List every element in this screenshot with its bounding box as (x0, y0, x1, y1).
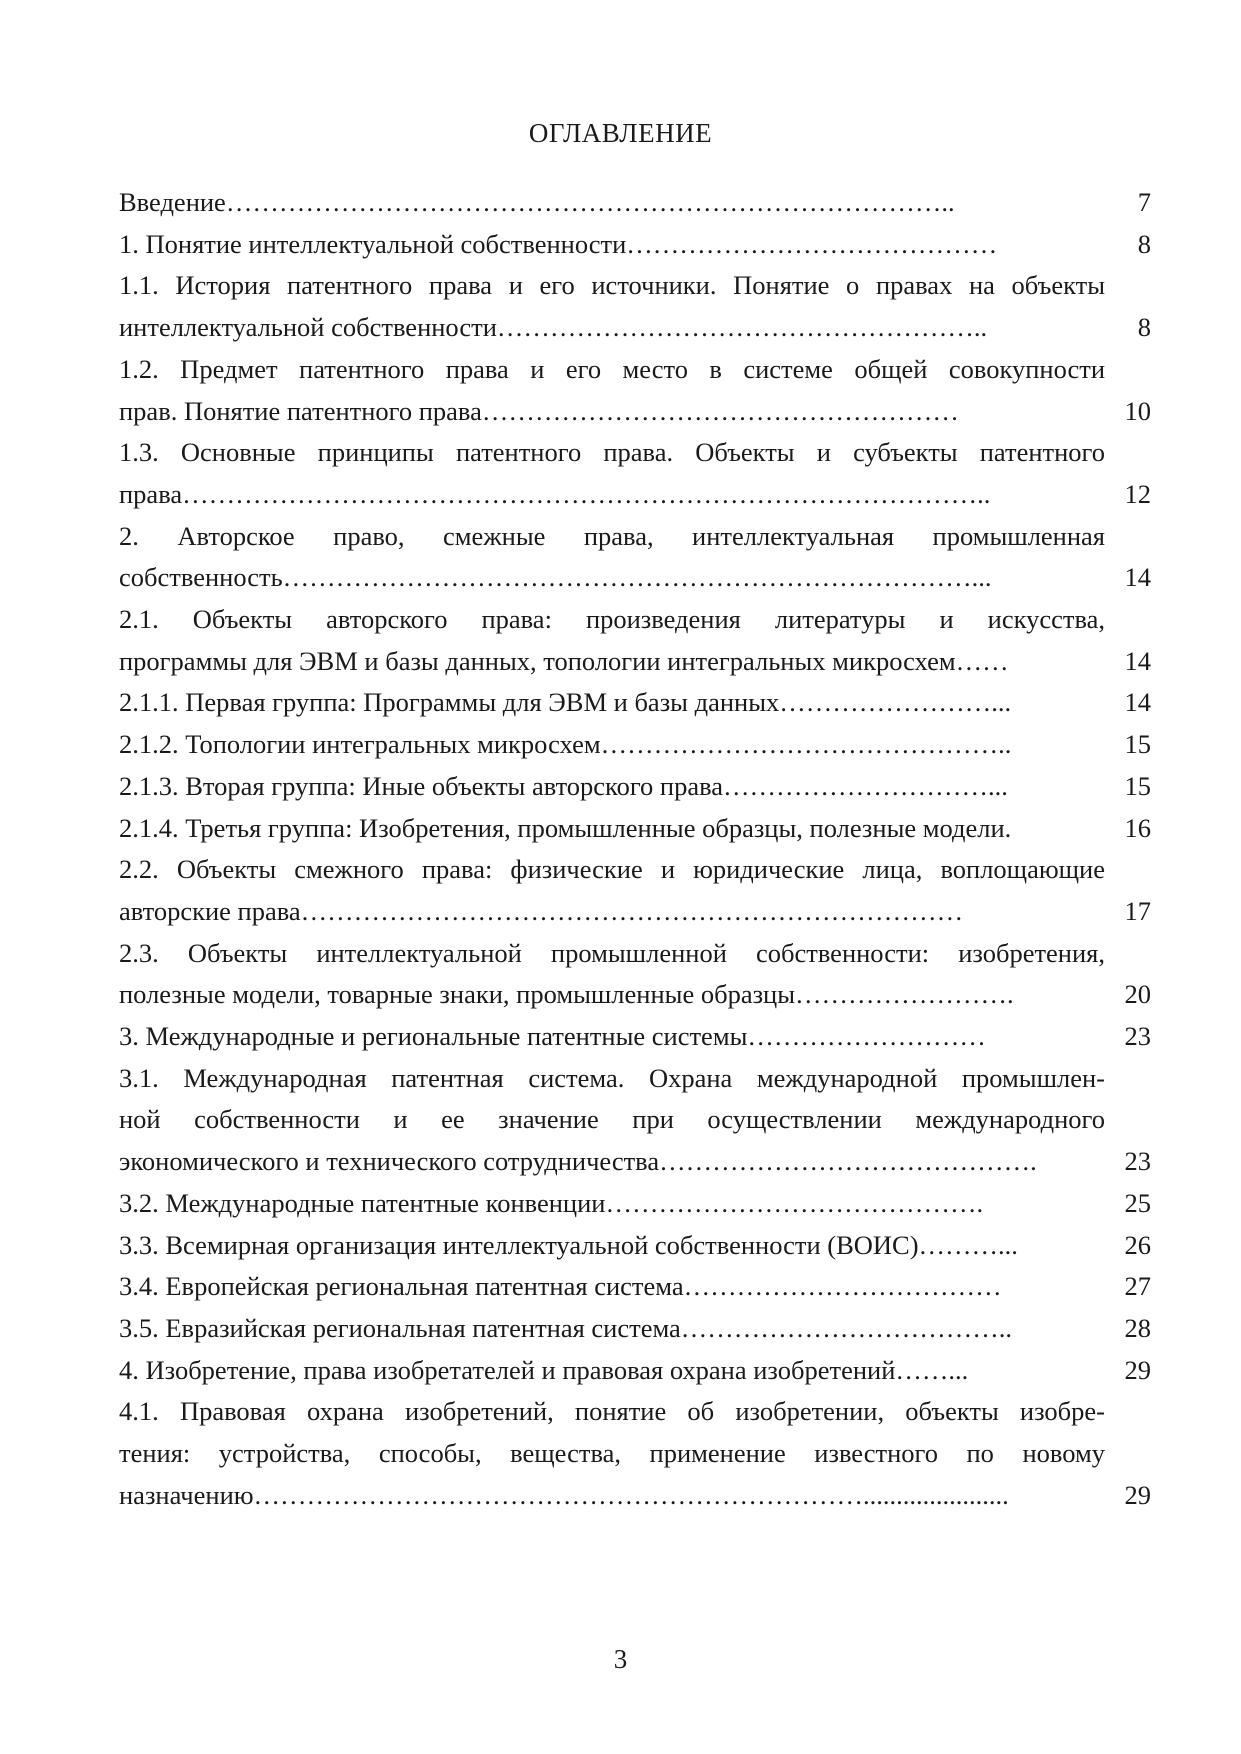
toc-entry-page: 15 (1124, 770, 1151, 801)
toc-entry-page: 26 (1124, 1229, 1151, 1260)
toc-entry-title (119, 1350, 1105, 1392)
toc-entry-line: 3.2. Международные патентные конвенции……………………………………. (119, 1187, 984, 1218)
toc-entry (119, 1225, 1151, 1267)
toc-entry-page: 14 (1124, 562, 1151, 593)
toc-entry-title (119, 933, 1105, 1016)
toc-entry-line: 3.4. Европейская региональная патентная система……………………………… (119, 1271, 1002, 1302)
toc-entry-page: 23 (1124, 1146, 1151, 1177)
toc-entry-line: 2.3. Объекты интеллектуальной промышленной собственности: изобретения, (119, 937, 1105, 968)
toc-entry-page: 12 (1124, 478, 1151, 509)
toc-entry-title (119, 349, 1105, 432)
toc-entry (119, 724, 1151, 766)
toc-entry (119, 849, 1151, 932)
toc-entry-title (119, 1225, 1105, 1267)
toc-entry (119, 516, 1151, 599)
toc-entry (119, 599, 1151, 682)
toc-entry (119, 808, 1151, 850)
toc-entry-line: прав. Понятие патентного права……………………………………………… (119, 395, 959, 426)
toc-entry-line: авторские права………………………………………………………………… (119, 895, 964, 926)
toc-entry-page: 15 (1124, 729, 1151, 760)
toc-entry-line: 2.1.4. Третья группа: Изобретения, промышленные образцы, полезные модели. (119, 812, 1012, 843)
toc-entry-line: 1.3. Основные принципы патентного права. Объекты и субъекты патентного (119, 437, 1105, 468)
toc-entry-page: 8 (1137, 312, 1151, 343)
toc-entry-title (119, 1058, 1105, 1183)
toc-entry-line: 1.2. Предмет патентного права и его место в системе общей совокупности (119, 353, 1105, 384)
toc-heading: ОГЛАВЛЕНИЕ (528, 118, 713, 148)
toc-entry-line: 4.1. Правовая охрана изобретений, понятие об изобретении, объекты изобре- (119, 1396, 1105, 1427)
toc-entry-line: 2. Авторское право, смежные права, интеллектуальная промышленная (119, 520, 1105, 551)
toc-entry-line: 2.1.2. Топологии интегральных микросхем……………………………………….. (119, 729, 1012, 760)
toc-entry-line: 2.2. Объекты смежного права: физические и юридические лица, воплощающие (119, 854, 1105, 885)
toc-entry-title (119, 808, 1105, 850)
toc-entry (119, 682, 1151, 724)
toc-entry-page: 27 (1124, 1271, 1151, 1302)
toc-entry-title (119, 1266, 1105, 1308)
toc-entry-line: 2.1. Объекты авторского права: произведения литературы и искусства, (119, 604, 1105, 635)
toc-entry-title (119, 265, 1105, 348)
toc-entry-title (119, 224, 1105, 266)
toc-entry-line: 3.5. Евразийская региональная патентная система……………………………….. (119, 1312, 1013, 1343)
toc-entry-line: права……………………………………………………………………………….. (119, 478, 991, 509)
toc-entry (119, 1350, 1151, 1392)
toc-entry-line: 4. Изобретение, права изобретателей и правовая охрана изобретений……... (119, 1354, 969, 1385)
toc-entry-title (119, 432, 1105, 515)
toc-entry-page: 14 (1124, 645, 1151, 676)
toc-entry (119, 432, 1151, 515)
toc-entry-title (119, 1308, 1105, 1350)
toc-entry-line: 1. Понятие интеллектуальной собственности…………………………………… (119, 228, 998, 259)
toc-entry (119, 1391, 1151, 1516)
page-number: 3 (613, 1644, 628, 1674)
toc-entry (119, 182, 1151, 224)
toc-entry-line: полезные модели, товарные знаки, промышленные образцы……………………. (119, 979, 1014, 1010)
toc-entry-page: 29 (1124, 1354, 1151, 1385)
toc-entry-line: экономического и технического сотрудничества……………………………………. (119, 1146, 1037, 1177)
toc-entry-line: тения: устройства, способы, вещества, применение известного по новому (119, 1438, 1105, 1469)
toc-entry (119, 349, 1151, 432)
toc-entry-line: интеллектуальной собственности……………………………………………….. (119, 312, 988, 343)
toc-entry-page: 14 (1124, 687, 1151, 718)
toc-entry-title (119, 682, 1105, 724)
toc-entry (119, 265, 1151, 348)
toc-entry-page: 17 (1124, 895, 1151, 926)
toc-entry (119, 1266, 1151, 1308)
toc-entry-page: 23 (1124, 1021, 1151, 1052)
toc-entry (119, 1308, 1151, 1350)
toc-entry-line: программы для ЭВМ и базы данных, топологии интегральных микросхем…… (119, 645, 1009, 676)
table-of-contents (119, 182, 1151, 1517)
toc-entry-title (119, 849, 1105, 932)
toc-entry (119, 1058, 1151, 1183)
toc-entry-page: 20 (1124, 979, 1151, 1010)
toc-entry-line: 3. Международные и региональные патентные системы……………………… (119, 1021, 986, 1052)
toc-entry-page: 10 (1124, 395, 1151, 426)
toc-entry-line: 1.1. История патентного права и его источники. Понятие о правах на объекты (119, 270, 1105, 301)
toc-entry (119, 224, 1151, 266)
toc-entry-title (119, 516, 1105, 599)
toc-entry-page: 29 (1124, 1479, 1151, 1510)
toc-entry-line: Введение……………………………………………………………………….. (119, 187, 955, 217)
toc-entry-page: 7 (1137, 187, 1151, 217)
toc-entry (119, 1016, 1151, 1058)
toc-entry-title (119, 1183, 1105, 1225)
toc-entry-line: 2.1.3. Вторая группа: Иные объекты авторского права…………………………... (119, 770, 1008, 801)
toc-entry-title (119, 766, 1105, 808)
toc-entry-line: 3.3. Всемирная организация интеллектуальной собственности (ВОИС)………... (119, 1229, 1018, 1260)
toc-entry-title (119, 724, 1105, 766)
toc-entry-page: 25 (1124, 1187, 1151, 1218)
toc-entry-page: 28 (1124, 1312, 1151, 1343)
toc-entry (119, 766, 1151, 808)
toc-entry-title (119, 1016, 1105, 1058)
toc-entry-line: назначению……………………………………………………………...................... (119, 1479, 1009, 1510)
toc-entry-line: собственность……………………………………………………………………... (119, 562, 992, 593)
toc-entry-page: 16 (1124, 812, 1151, 843)
toc-entry-page: 8 (1137, 228, 1151, 259)
toc-entry (119, 933, 1151, 1016)
toc-entry-line: 3.1. Международная патентная система. Охрана международной промышлен- (119, 1062, 1105, 1093)
toc-entry-line: ной собственности и ее значение при осуществлении международного (119, 1104, 1105, 1135)
toc-entry-title (119, 599, 1105, 682)
toc-entry (119, 1183, 1151, 1225)
toc-entry-line: 2.1.1. Первая группа: Программы для ЭВМ и базы данных……………………... (119, 687, 1012, 718)
toc-entry-title (119, 182, 1105, 224)
toc-entry-title (119, 1391, 1105, 1516)
